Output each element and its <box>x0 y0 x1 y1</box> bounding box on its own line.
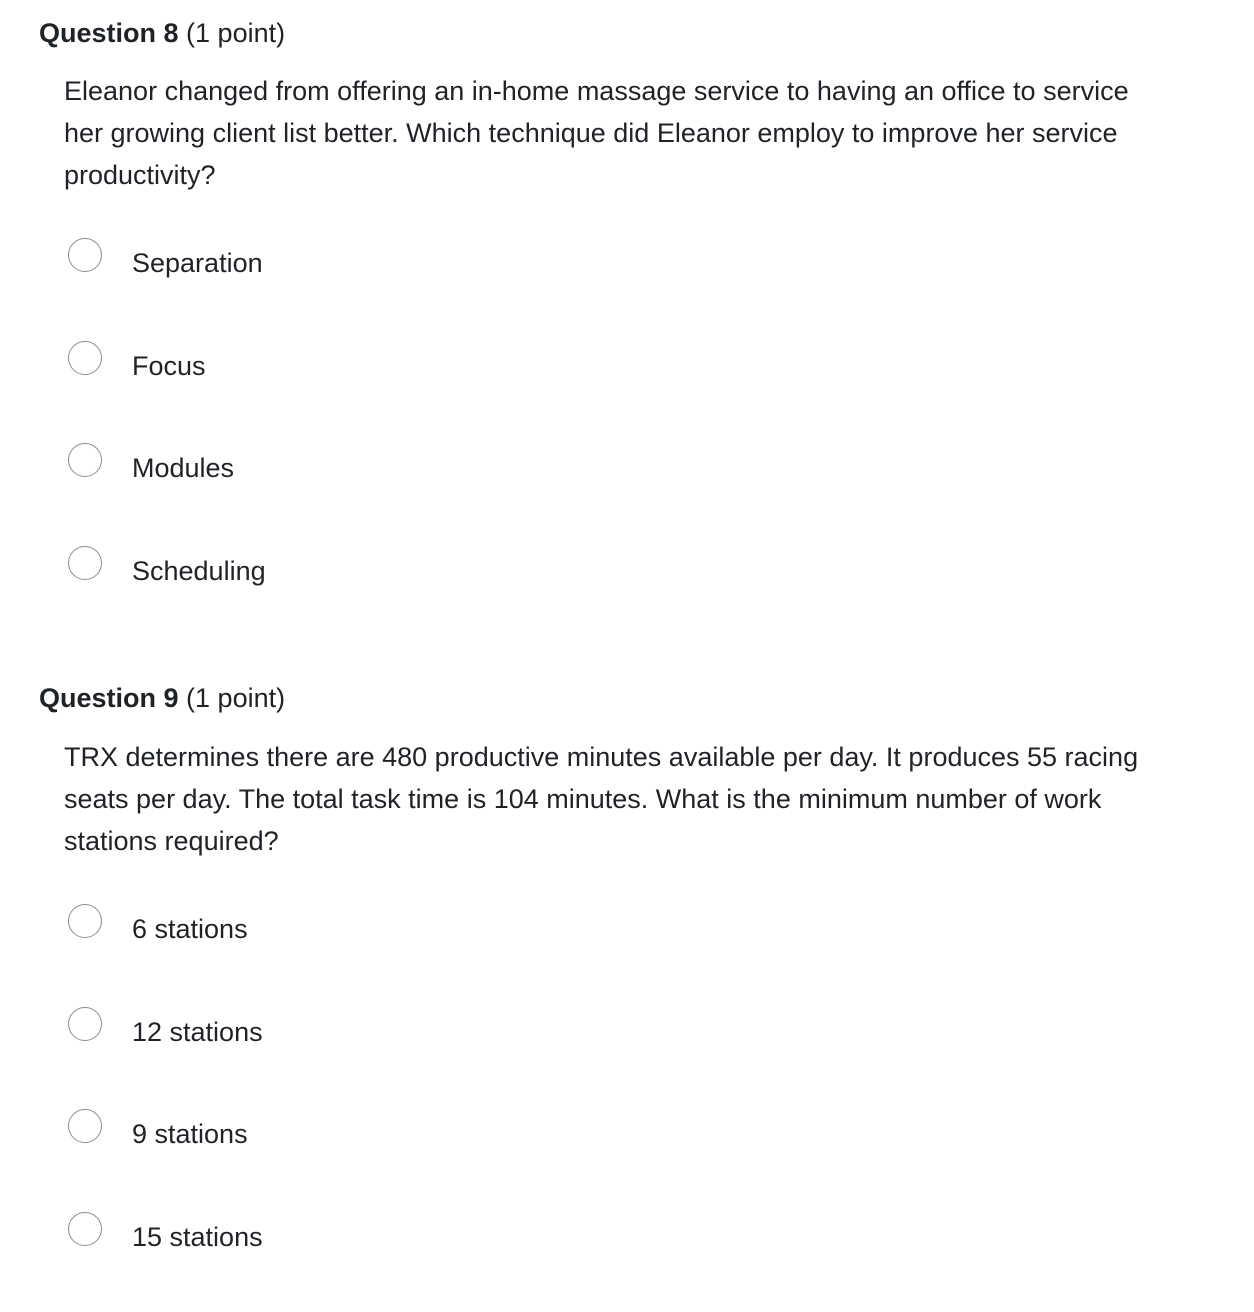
question-title: Question 8 <box>39 18 179 48</box>
radio-button[interactable] <box>68 1007 102 1041</box>
radio-button[interactable] <box>68 341 102 375</box>
option-label[interactable]: 15 stations <box>132 1222 263 1252</box>
question-points: (1 point) <box>186 18 286 48</box>
answer-option[interactable] <box>68 1007 768 1047</box>
radio-button[interactable] <box>68 1212 102 1246</box>
answer-option[interactable] <box>68 443 768 483</box>
radio-button[interactable] <box>68 238 102 272</box>
option-label[interactable]: Focus <box>132 351 206 381</box>
question-heading <box>39 16 285 50</box>
question-points: (1 point) <box>186 683 286 713</box>
radio-button[interactable] <box>68 546 102 580</box>
question-heading <box>39 681 285 715</box>
question-text: TRX determines there are 480 productive minutes available per day. It produces 55 racing seats per day. The total task time is 104 minutes. What is the minimum number of work stations required? <box>64 742 1139 856</box>
option-label[interactable]: Scheduling <box>132 556 266 586</box>
option-label[interactable]: 9 stations <box>132 1119 248 1149</box>
answer-option[interactable] <box>68 341 768 381</box>
answer-option[interactable] <box>68 904 768 944</box>
option-label[interactable]: Modules <box>132 453 235 483</box>
option-label[interactable]: Separation <box>132 248 263 278</box>
answer-option[interactable] <box>68 546 768 586</box>
answer-option[interactable] <box>68 238 768 278</box>
radio-button[interactable] <box>68 904 102 938</box>
answer-option[interactable] <box>68 1212 768 1252</box>
question-title: Question 9 <box>39 683 179 713</box>
radio-button[interactable] <box>68 1109 102 1143</box>
option-label[interactable]: 6 stations <box>132 914 248 944</box>
radio-button[interactable] <box>68 443 102 477</box>
option-label[interactable]: 12 stations <box>132 1017 263 1047</box>
question-text: Eleanor changed from offering an in-home massage service to having an office to service her growing client list better. Which technique did Eleanor employ to improve her service productivity? <box>64 76 1129 190</box>
answer-option[interactable] <box>68 1109 768 1149</box>
